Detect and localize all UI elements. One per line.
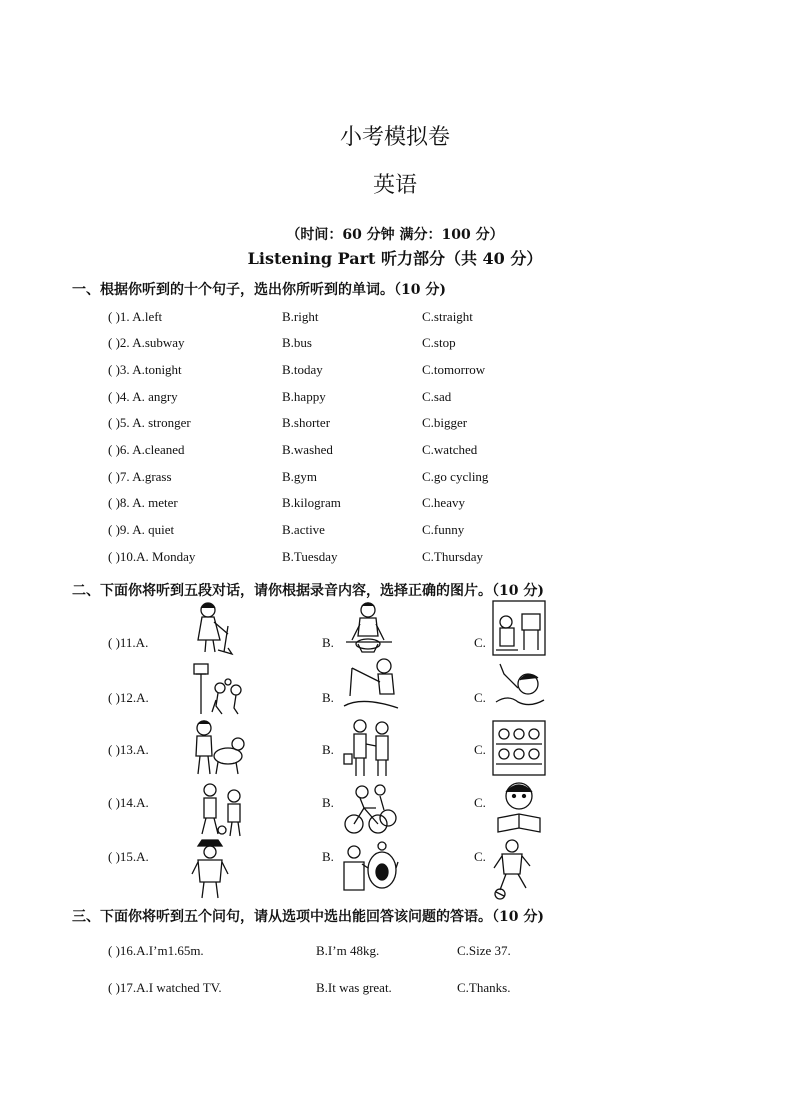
question-17-b: B.It was great. (316, 980, 392, 995)
question-5-a: ( )5. A. stronger (108, 415, 191, 430)
question-11-b: B. (322, 635, 334, 650)
picture-11b-washing-clothes (342, 600, 396, 656)
question-11-a: ( )11.A. (108, 635, 149, 650)
question-10-a: ( )10.A. Monday (108, 549, 196, 564)
question-7-b: B.gym (282, 469, 318, 484)
question-14-a: ( )14.A. (108, 795, 149, 810)
question-13-b: B. (322, 742, 334, 757)
picture-12a-playing-basketball (192, 660, 246, 716)
question-2-c: C.stop (422, 335, 456, 350)
question-1-b: B.right (282, 309, 319, 324)
picture-11a-girl-sweeping (188, 600, 242, 656)
question-13-a: ( )13.A. (108, 742, 149, 757)
question-2-a: ( )2. A.subway (108, 335, 185, 350)
exam-title: 小考模拟卷 (339, 125, 450, 150)
picture-15b-man-and-robot (340, 838, 400, 898)
picture-13a-boy-with-dog (186, 718, 246, 778)
question-2-b: B.bus (282, 335, 312, 350)
question-15-b: B. (322, 849, 334, 864)
section2-heading: 二、下面你将听到五段对话，请你根据录音内容，选择正确的图片。（10 分) (72, 583, 544, 599)
picture-14c-reading-book (492, 778, 546, 836)
question-6-a: ( )6. A.cleaned (108, 442, 185, 457)
question-4-b: B.happy (282, 389, 326, 404)
question-7-a: ( )7. A.grass (108, 469, 172, 484)
question-14-c: C. (474, 795, 486, 810)
question-16-c: C.Size 37. (457, 943, 511, 958)
question-6-b: B.washed (282, 442, 333, 457)
question-15-a: ( )15.A. (108, 849, 149, 864)
question-16-b: B.I’m 48kg. (316, 943, 380, 958)
question-3-c: C.tomorrow (422, 362, 486, 377)
question-10-c: C.Thursday (422, 549, 484, 564)
question-9-a: ( )9. A. quiet (108, 522, 175, 537)
question-8-a: ( )8. A. meter (108, 495, 178, 510)
question-6-c: C.watched (422, 442, 478, 457)
question-13-c: C. (474, 742, 486, 757)
picture-14b-riding-bikes (340, 778, 400, 838)
question-17-c: C.Thanks. (457, 980, 511, 995)
part-title: Listening Part 听力部分（共 40 分） (247, 249, 543, 268)
question-16-a: ( )16.A.I’m1.65m. (108, 943, 204, 958)
question-12-a: ( )12.A. (108, 690, 149, 705)
question-11-c: C. (474, 635, 486, 650)
question-10-b: B.Tuesday (282, 549, 338, 564)
question-17-a: ( )17.A.I watched TV. (108, 980, 222, 995)
question-9-c: C.funny (422, 522, 465, 537)
question-4-c: C.sad (422, 389, 452, 404)
question-8-b: B.kilogram (282, 495, 341, 510)
picture-15c-playing-soccer (490, 838, 534, 900)
question-8-c: C.heavy (422, 495, 465, 510)
picture-11c-watching-tv (492, 600, 546, 656)
question-14-b: B. (322, 795, 334, 810)
question-12-c: C. (474, 690, 486, 705)
question-12-b: B. (322, 690, 334, 705)
picture-12c-swimming (494, 658, 546, 714)
picture-13b-shaking-hands (342, 716, 398, 778)
picture-14a-playing-football (192, 780, 246, 838)
question-9-b: B.active (282, 522, 325, 537)
question-7-c: C.go cycling (422, 469, 489, 484)
subject-title: 英语 (372, 173, 417, 198)
question-15-c: C. (474, 849, 486, 864)
question-4-a: ( )4. A. angry (108, 389, 178, 404)
question-5-b: B.shorter (282, 415, 331, 430)
picture-15a-police-officer (188, 838, 232, 900)
question-1-c: C.straight (422, 309, 473, 324)
exam-meta: （时间：60 分钟 满分：100 分） (286, 227, 504, 243)
picture-12b-fishing (342, 656, 400, 716)
section3-heading: 三、下面你将听到五个问句，请从选项中选出能回答该问题的答语。（10 分) (72, 909, 544, 925)
picture-13c-classroom (492, 720, 546, 776)
section1-heading: 一、根据你听到的十个句子，选出你所听到的单词。（10 分) (72, 282, 446, 298)
question-5-c: C.bigger (422, 415, 468, 430)
question-1-a: ( )1. A.left (108, 309, 163, 324)
question-3-a: ( )3. A.tonight (108, 362, 182, 377)
question-3-b: B.today (282, 362, 323, 377)
